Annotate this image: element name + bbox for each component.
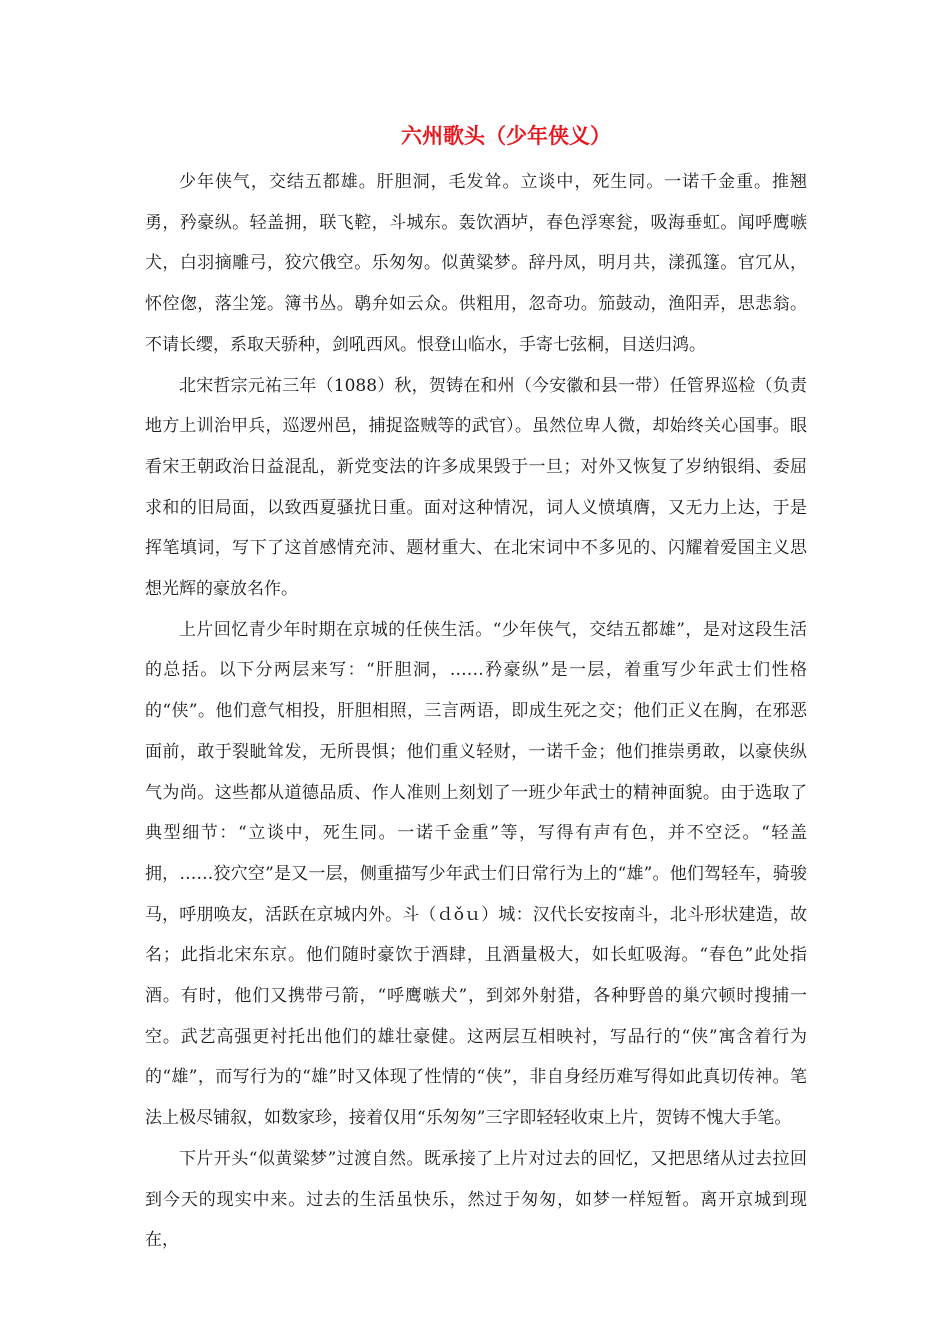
document-page [145, 118, 807, 1261]
paragraph-analysis-part2: 下片开头“似黄粱梦”过渡自然。既承接了上片对过去的回忆，又把思绪从过去拉回到今天的现实中来。过去的生活虽快乐，然过于匆匆，如梦一样短暂。离开京城到现在， [145, 1148, 807, 1251]
document-title: 六州歌头（少年侠义） [401, 123, 611, 148]
paragraph-background: 北宋哲宗元祐三年（1088）秋，贺铸在和州（今安徽和县一带）任管界巡检（负责地方上训治甲兵，巡逻州邑，捕捉盗贼等的武官）。虽然位卑人微，却始终关心国事。眼看宋王朝政治日益混乱，新党变法的许多成果毁于一旦；对外又恢复了岁纳银绢、委屈求和的旧局面，以致西夏骚扰日重。面对这种情况，词人义愤填膺，又无力上达，于是挥笔填词，写下了这首感情充沛、题材重大、在北宋词中不多见的、闪耀着爱国主义思想光辉的豪放名作。 [145, 375, 807, 600]
paragraph-poem: 少年侠气，交结五都雄。肝胆洞，毛发耸。立谈中，死生同。一诺千金重。推翘勇，矜豪纵。轻盖拥，联飞鞚，斗城东。轰饮酒垆，春色浮寒瓮，吸海垂虹。闻呼鹰嗾犬，白羽摘雕弓，狡穴俄空。乐匆匆。似黄粱梦。辞丹凤，明月共，漾孤篷。官冗从，怀倥偬，落尘笼。簿书丛。鹖弁如云众。供粗用，忽奇功。笳鼓动，渔阳弄，思悲翁。不请长缨，系取天骄种，剑吼西风。恨登山临水，手寄七弦桐，目送归鸿。 [145, 172, 807, 355]
paragraph-analysis-part1: 上片回忆青少年时期在京城的任侠生活。“少年侠气，交结五都雄”，是对这段生活的总括。以下分两层来写：“肝胆洞，……矜豪纵”是一层，着重写少年武士们性格的“侠”。他们意气相投，肝胆相照，三言两语，即成生死之交；他们正义在胸，在邪恶面前，敢于裂眦耸发，无所畏惧；他们重义轻财，一诺千金；他们推崇勇敢，以豪侠纵气为尚。这些都从道德品质、作人准则上刻划了一班少年武士的精神面貌。由于选取了典型细节：“立谈中，死生同。一诺千金重”等，写得有声有色，并不空泛。“轻盖拥，……狡穴空”是又一层，侧重描写少年武士们日常行为上的“雄”。他们驾轻车，骑骏马，呼朋唤友，活跃在京城内外。斗（ｄǒｕ）城：汉代长安按南斗，北斗形状建造，故名；此指北宋东京。他们随时豪饮于酒肆，且酒量极大，如长虹吸海。“春色”此处指酒。有时，他们又携带弓箭，“呼鹰嗾犬”，到郊外射猎，各种野兽的巢穴顿时搜捕一空。武艺高强更衬托出他们的雄壮豪健。这两层互相映衬，写品行的“侠”寓含着行为的“雄”，而写行为的“雄”时又体现了性情的“侠”，非自身经历难写得如此真切传神。笔法上极尽铺叙，如数家珍，接着仅用“乐匆匆”三字即轻轻收束上片，贺铸不愧大手笔。 [145, 619, 807, 1129]
